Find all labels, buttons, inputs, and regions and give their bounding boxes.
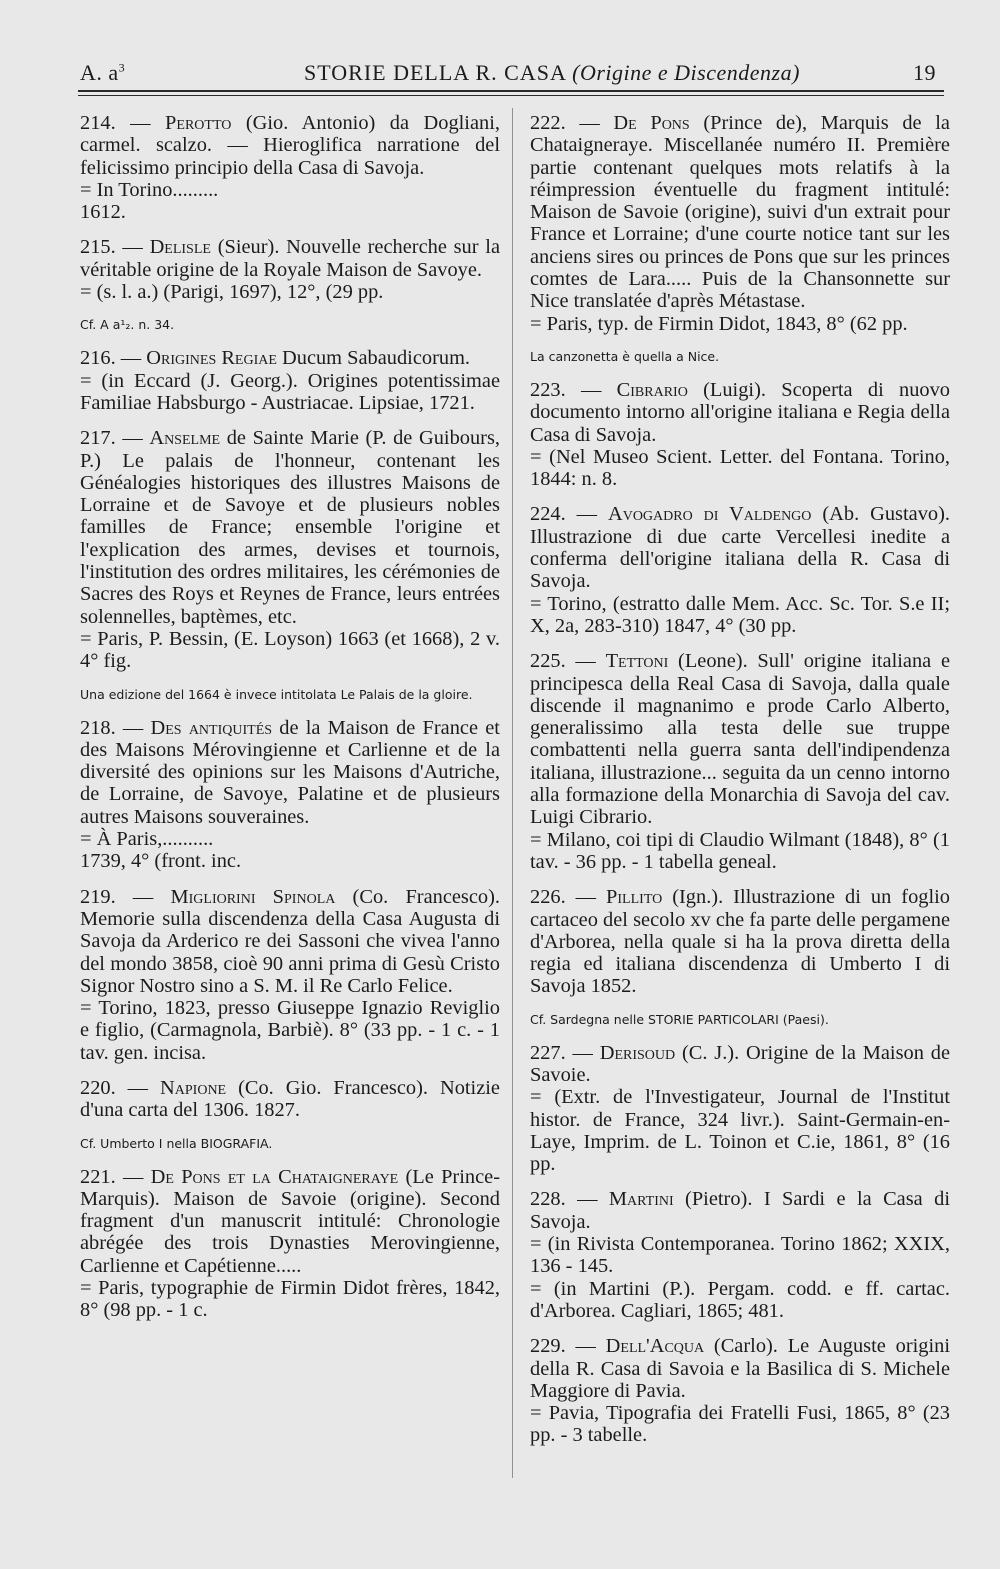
entry-text — [530, 886, 950, 997]
entry-imprint — [80, 370, 500, 415]
bibliography-entry — [530, 503, 950, 637]
entry-line: = In Torino......... — [80, 178, 219, 201]
entry-text — [530, 112, 950, 313]
bibliography-entry — [530, 112, 950, 335]
entry-text — [530, 650, 950, 828]
entry-author: Delisle — [149, 236, 211, 259]
entry-imprint — [80, 281, 500, 303]
entry-line: de Sainte Marie (P. de Guibours, P.) Le palais de l'honneur, contenant les Généalogies historiques des illustres Maisons de Lorraine et de Savoye et de plusieurs nobles familles de France; ensemble l'origine et l'explication des armes, devises et tournois, l'institution des ordres militaires, les cérémonies de Sacres des Roys et Reynes de France, leurs entrées solennelles, baptèmes, etc. — [80, 427, 500, 628]
entry-text — [80, 427, 500, 628]
bibliography-entry — [80, 427, 500, 672]
entry-author: De Pons — [613, 112, 690, 134]
entry-line: = (in Rivista Contemporanea. Torino 1862; XXIX, 136 - 145. — [530, 1233, 950, 1278]
entry-note: La canzonetta è quella a Nice. — [530, 348, 720, 364]
bibliography-entry — [80, 1166, 500, 1322]
entry-line: = Milano, coi tipi di Claudio Wilmant (1848), 8° (1 tav. - 36 pp. - 1 tabella geneal. — [530, 828, 950, 873]
entry-author: Derisoud — [599, 1041, 676, 1064]
left-column — [80, 112, 500, 1335]
entry-line: = À Paris,.......... — [80, 828, 214, 851]
entry-line: = Pavia, Tipografia dei Fratelli Fusi, 1865, 8° (23 pp. - 3 tabelle. — [530, 1402, 950, 1447]
entry-note: Una edizione del 1664 è invece intitolata Le Palais de la gloire. — [80, 686, 473, 702]
entry-line: = Torino, (estratto dalle Mem. Acc. Sc. Tor. S.e II; X, 2a, 283-310) 1847, 4° (30 pp. — [530, 592, 950, 637]
entry-line: (Ign.). Illustrazione di un foglio cartaceo del secolo xv che fa parte delle pergamene d'Arborea, nella quale si ha la prova diretta della regia ed italiana discendenza di Umberto I di Savoja 1852. — [530, 886, 950, 998]
entry-text — [80, 1077, 500, 1122]
entry-imprint — [80, 201, 500, 223]
entry-author: Migliorini Spinola — [170, 885, 336, 908]
entry-line: Ducum Sabaudicorum. — [276, 347, 471, 370]
bibliography-entry — [80, 112, 500, 223]
entry-line: (Pietro). I Sardi e la Casa di Savoja. — [530, 1188, 950, 1233]
entry-line: (Prince de), Marquis de la Chataigneraye. Miscellanée numéro II. Première partie contenant quelques mots relatifs à la réimpression éventuelle du fragment intitulé: Maison de Savoie (origine), suivi d'un extrait pour France et Lorraine; d'une courte notice tant sur les anciens sires ou princes de Pons que sur les princes comtes de Lara..... Puis de la Chansonnette sur Nice translatée d'après Métastase. — [530, 112, 950, 313]
entry-line: = (Extr. de l'Investigateur, Journal de l'Institut histor. de France, 324 livr.). Saint-Germain-en-Laye, Imprim. de L. Toinon et C.ie, 1861, 8° (16 pp. — [530, 1086, 950, 1176]
entry-imprint — [80, 828, 500, 850]
bibliography-entry — [80, 347, 500, 414]
entry-author: Perotto — [165, 112, 232, 134]
entry-author: Pillito — [606, 886, 663, 909]
bibliography-entry — [80, 236, 500, 303]
entry-author: Tettoni — [605, 650, 669, 673]
entry-imprint — [530, 446, 950, 491]
entry-imprint — [530, 1402, 950, 1447]
entry-number: 216. — — [80, 347, 147, 370]
entry-line: (Le Prince-Marquis). Maison de Savoie (origine). Second fragment d'un manuscrit intitulé: Chronologie abrégée des trois Dynasties Merovingienne, Carlienne et Capétienne..... — [80, 1165, 500, 1277]
entry-text — [80, 112, 500, 179]
entry-number: 227. — — [530, 1041, 600, 1064]
entry-author: Origines Regiae — [146, 347, 277, 370]
entry-number: 214. — — [80, 112, 166, 134]
entry-author: Avogadro di Valdengo — [607, 503, 812, 526]
entry-line: (Ab. Gustavo). Illustrazione di due carte Vercellesi inedite a conferma dell'origine italiana della R. Casa di Savoja. — [530, 503, 950, 593]
entry-author: Dell'Acqua — [605, 1335, 705, 1358]
entry-imprint — [530, 1086, 950, 1175]
entry-number: 229. — — [530, 1335, 606, 1358]
entry-number: 226. — — [530, 886, 607, 909]
entry-text — [530, 503, 950, 592]
entry-text — [80, 347, 500, 369]
entry-imprint — [530, 1233, 950, 1278]
entry-author: Anselme — [149, 427, 221, 450]
entry-line: 1612. — [80, 201, 126, 224]
entry-line: = (in Eccard (J. Georg.). Origines potentissimae Familiae Habsburgo - Austriacae. Lipsiae, 1721. — [80, 369, 500, 414]
entry-author: Cibrario — [616, 378, 688, 401]
entry-note: Cf. Umberto I nella BIOGRAFIA. — [80, 1135, 273, 1151]
entry-text — [80, 236, 500, 281]
entry-author: Des antiquités — [150, 716, 273, 739]
entry-text — [80, 886, 500, 997]
bibliography-entry — [530, 1335, 950, 1446]
entry-line: = (Nel Museo Scient. Letter. del Fontana. Torino, 1844: n. 8. — [530, 445, 950, 491]
bibliography-entry — [530, 1042, 950, 1176]
entry-text — [530, 1042, 950, 1087]
entry-line: (Co. Francesco). Memorie sulla discendenza della Casa Augusta di Savoja da Arderico re dei Sassoni che vivea l'anno del mondo 3858, cioè 90 anni prima di Gesù Cristo Signor Nostro sino a S. M. il Re Carlo Felice. — [80, 885, 500, 997]
entry-number: 220. — — [80, 1076, 161, 1099]
entry-author: De Pons et la Chataigneraye — [150, 1165, 399, 1188]
header-rule — [78, 90, 944, 92]
entry-number: 217. — — [80, 427, 150, 450]
entry-line: (Co. Gio. Francesco). Notizie d'una carta del 1306. 1827. — [80, 1076, 500, 1122]
entry-line: = Paris, typ. de Firmin Didot, 1843, 8° (62 pp. — [530, 312, 908, 335]
bibliography-entry — [80, 886, 500, 1064]
bibliography-entry — [80, 717, 500, 873]
entry-imprint — [530, 829, 950, 874]
right-column — [530, 112, 950, 1460]
entry-text — [80, 1166, 500, 1277]
entry-imprint — [80, 628, 500, 673]
entry-number: 224. — — [530, 503, 608, 526]
entry-line: (Leone). Sull' origine italiana e principesca della Real Casa di Savoja, dalla quale discende il magnanimo e prode Carlo Alberto, generalissimo alla testa delle sue truppe combattenti nella guerra santa dell'indipendenza italiana, illustrazione... seguita da un cenno intorno alla formazione della Monarchia di Savoja del cav. Luigi Cibrario. — [530, 650, 950, 829]
entry-number: 225. — — [530, 650, 606, 673]
entry-line: de la Maison de France et des Maisons Mérovingienne et Carlienne et de la diversité des opinions sur les Maisons d'Autriche, de Lorraine, de Savoye, Palatine et de plusieurs autres Maisons souveraines. — [80, 716, 500, 828]
entry-imprint — [530, 313, 950, 335]
page-number: 19 — [913, 60, 936, 85]
entry-line: = Paris, P. Bessin, (E. Loyson) 1663 (et 1668), 2 v. 4° fig. — [80, 627, 500, 673]
entry-imprint — [80, 850, 500, 872]
entry-line: = (s. l. a.) (Parigi, 1697), 12°, (29 pp. — [80, 281, 384, 304]
entry-text — [80, 717, 500, 828]
entry-note: Cf. Sardegna nelle STORIE PARTICOLARI (Paesi). — [530, 1011, 829, 1027]
bibliography-entry — [530, 1188, 950, 1322]
entry-imprint — [80, 1277, 500, 1322]
entry-text — [530, 1188, 950, 1233]
entry-imprint — [80, 997, 500, 1064]
header-rule-thin — [78, 95, 944, 96]
entry-line: = Torino, 1823, presso Giuseppe Ignazio Reviglio e figlio, (Carmagnola, Barbiè). 8° (33 pp. - 1 c. - 1 tav. gen. incisa. — [80, 997, 500, 1064]
running-title: STORIE DELLA R. CASA (Origine e Discendenza) — [304, 60, 800, 85]
entry-author: Napione — [160, 1076, 227, 1099]
entry-number: 219. — — [80, 885, 171, 908]
bibliography-entry — [80, 1077, 500, 1122]
entry-line: 1739, 4° (front. inc. — [80, 850, 242, 873]
entry-imprint — [530, 593, 950, 638]
entry-number: 215. — — [80, 236, 150, 259]
bibliography-entry — [530, 886, 950, 997]
entry-number: 218. — — [80, 716, 151, 739]
entry-line: (Sieur). Nouvelle recherche sur la véritable origine de la Royale Maison de Savoye. — [80, 236, 500, 281]
entry-note: Cf. A a¹₂. n. 34. — [80, 317, 175, 333]
entry-author: Martini — [608, 1188, 674, 1211]
entry-line: (C. J.). Origine de la Maison de Savoie. — [530, 1041, 950, 1086]
running-header — [76, 56, 942, 90]
entry-line: (Carlo). Le Auguste origini della R. Casa di Savoia e la Basilica di S. Michele Maggiore di Pavia. — [530, 1335, 950, 1402]
entry-line: = Paris, typographie de Firmin Didot frères, 1842, 8° (98 pp. - 1 c. — [80, 1277, 500, 1322]
entry-number: 221. — — [80, 1165, 151, 1188]
bibliography-entry — [530, 650, 950, 873]
bibliography-entry — [530, 379, 950, 490]
entry-text — [530, 1335, 950, 1402]
entry-number: 222. — — [530, 112, 614, 134]
column-divider — [512, 108, 513, 1478]
entry-line: = (in Martini (P.). Pergam. codd. e ff. cartac. d'Arborea. Cagliari, 1865; 481. — [530, 1277, 950, 1322]
entry-imprint — [80, 179, 500, 201]
entry-number: 228. — — [530, 1188, 609, 1211]
signature-mark: A. $a^3$ — [80, 60, 126, 85]
entry-text — [530, 379, 950, 446]
entry-line: (Luigi). Scoperta di nuovo documento intorno all'origine italiana e Regia della Casa di Savoja. — [530, 378, 950, 446]
entry-imprint — [530, 1278, 950, 1323]
entry-line: (Gio. Antonio) da Dogliani, carmel. scalzo. — Hieroglifica narratione del felicissimo principio della Casa di Savoja. — [80, 112, 500, 179]
entry-number: 223. — — [530, 378, 617, 401]
